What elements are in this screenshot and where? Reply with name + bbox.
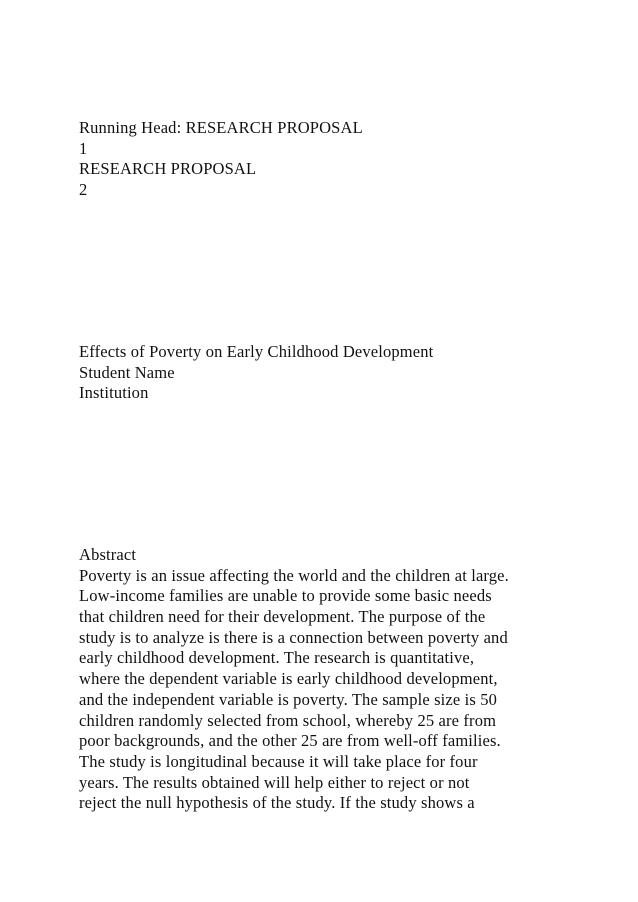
abstract-heading: Abstract (79, 545, 137, 564)
abstract-line: The study is longitudinal because it will take place for four (79, 751, 478, 771)
abstract-line: and the independent variable is poverty. The sample size is 50 (79, 689, 498, 709)
abstract-line: years. The results obtained will help either to reject or not (79, 772, 470, 792)
abstract-section (79, 545, 579, 814)
running-head-section (79, 118, 579, 201)
abstract-line: reject the null hypothesis of the study. If the study shows a (79, 793, 475, 813)
institution-name: Institution (79, 383, 149, 403)
abstract-line: Poverty is an issue affecting the world and the children at large. (79, 565, 509, 585)
abstract-line: where the dependent variable is early childhood development, (79, 669, 498, 689)
author-name: Student Name (79, 362, 175, 382)
paper-title: Effects of Poverty on Early Childhood Development (79, 342, 434, 361)
running-head: Running Head: RESEARCH PROPOSAL (79, 118, 363, 137)
abstract-line: early childhood development. The research is quantitative, (79, 648, 475, 668)
title-page-section (79, 342, 579, 404)
abstract-line: study is to analyze is there is a connection between poverty and (79, 627, 508, 647)
page-number-first: 1 (79, 138, 88, 158)
page-number-second: 2 (79, 180, 88, 200)
abstract-line: that children need for their development. The purpose of the (79, 607, 486, 627)
abstract-line: Low-income families are unable to provide some basic needs (79, 586, 492, 606)
short-title: RESEARCH PROPOSAL (79, 159, 257, 179)
abstract-line: poor backgrounds, and the other 25 are from well-off families. (79, 731, 501, 751)
abstract-line: children randomly selected from school, whereby 25 are from (79, 710, 497, 730)
